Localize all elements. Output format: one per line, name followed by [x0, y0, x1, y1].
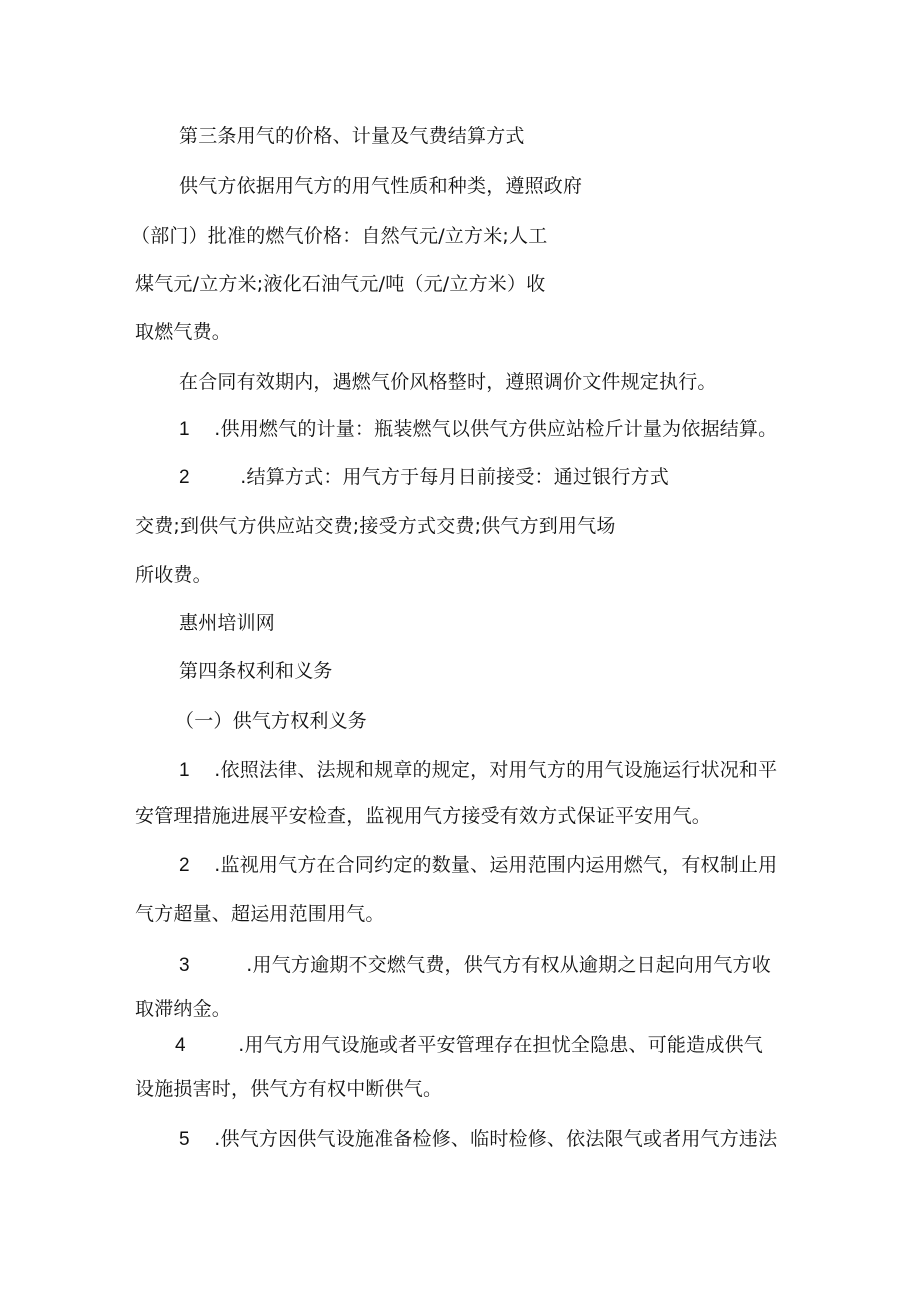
text-line: 惠州培训网 — [179, 612, 276, 634]
list-item-5 — [179, 1127, 777, 1152]
item-number: 5 — [179, 1129, 190, 1150]
section-heading — [175, 709, 367, 733]
item-number: 1 — [179, 760, 190, 781]
article-3-heading — [179, 124, 525, 148]
text-line: 煤气元/立方米;液化石油气元/吨（元/立方米）收 — [135, 273, 546, 295]
text-line: 取燃气费。 — [135, 321, 232, 343]
item-number: 4 — [175, 1035, 186, 1056]
text-line: 安管理措施进展平安检查，监视用气方接受有效方式保证平安用气。 — [135, 805, 712, 827]
text-line: .依照法律、法规和规章的规定，对用气方的用气设施运行状况和平 — [214, 759, 778, 781]
paragraph-line — [135, 997, 231, 1021]
list-item-2 — [179, 465, 669, 490]
text-line: 供气方依据用气方的用气性质和种类，遵照政府 — [179, 175, 583, 197]
list-item-1 — [179, 417, 777, 442]
paragraph-line — [135, 514, 616, 538]
text-line: 交费;到供气方供应站交费;接受方式交费;供气方到用气场 — [135, 515, 616, 537]
paragraph-line — [131, 224, 547, 248]
list-item-1 — [179, 758, 777, 783]
text-line: 气方超量、超运用范围用气。 — [135, 903, 385, 925]
paragraph-line — [135, 804, 711, 828]
paragraph-line — [135, 272, 545, 296]
article-4-heading — [179, 659, 333, 683]
text-line: （部门）批准的燃气价格：自然气元/立方米;人工 — [131, 225, 548, 247]
text-line: 取滞纳金。 — [135, 998, 232, 1020]
paragraph-line — [135, 563, 212, 587]
paragraph-line — [179, 370, 717, 394]
paragraph-line — [135, 320, 231, 344]
paragraph-line — [135, 902, 385, 926]
text-line: （一）供气方权利义务 — [175, 710, 368, 732]
item-number: 1 — [179, 419, 190, 440]
text-line: 在合同有效期内，遇燃气价风格整时，遵照调价文件规定执行。 — [179, 371, 717, 393]
item-number: 2 — [179, 467, 190, 488]
item-number: 3 — [179, 955, 190, 976]
text-line: .监视用气方在合同约定的数量、运用范围内运用燃气，有权制止用 — [214, 854, 778, 876]
text-line: 第三条用气的价格、计量及气费结算方式 — [179, 125, 525, 147]
text-line: 设施损害时，供气方有权中断供气。 — [135, 1078, 443, 1100]
text-line: .用气方逾期不交燃气费，供气方有权从逾期之日起向用气方收 — [246, 954, 771, 976]
paragraph-line — [135, 1077, 442, 1101]
text-line: .结算方式：用气方于每月日前接受：通过银行方式 — [240, 466, 669, 488]
item-dot: . — [214, 418, 221, 440]
text-line: 供用燃气的计量：瓶装燃气以供气方供应站检斤计量为依据结算。 — [220, 418, 778, 440]
list-item-2 — [179, 853, 777, 878]
paragraph-line — [179, 174, 582, 198]
text-line: .用气方用气设施或者平安管理存在担忧全隐患、可能造成供气 — [238, 1034, 763, 1056]
list-item-3 — [179, 953, 771, 978]
list-item-4 — [175, 1033, 763, 1058]
text-line: 所收费。 — [135, 564, 212, 586]
text-line: .供气方因供气设施准备检修、临时检修、依法限气或者用气方违法 — [214, 1128, 778, 1150]
item-number: 2 — [179, 855, 190, 876]
paragraph-line — [179, 611, 275, 635]
text-line: 第四条权利和义务 — [179, 660, 333, 682]
